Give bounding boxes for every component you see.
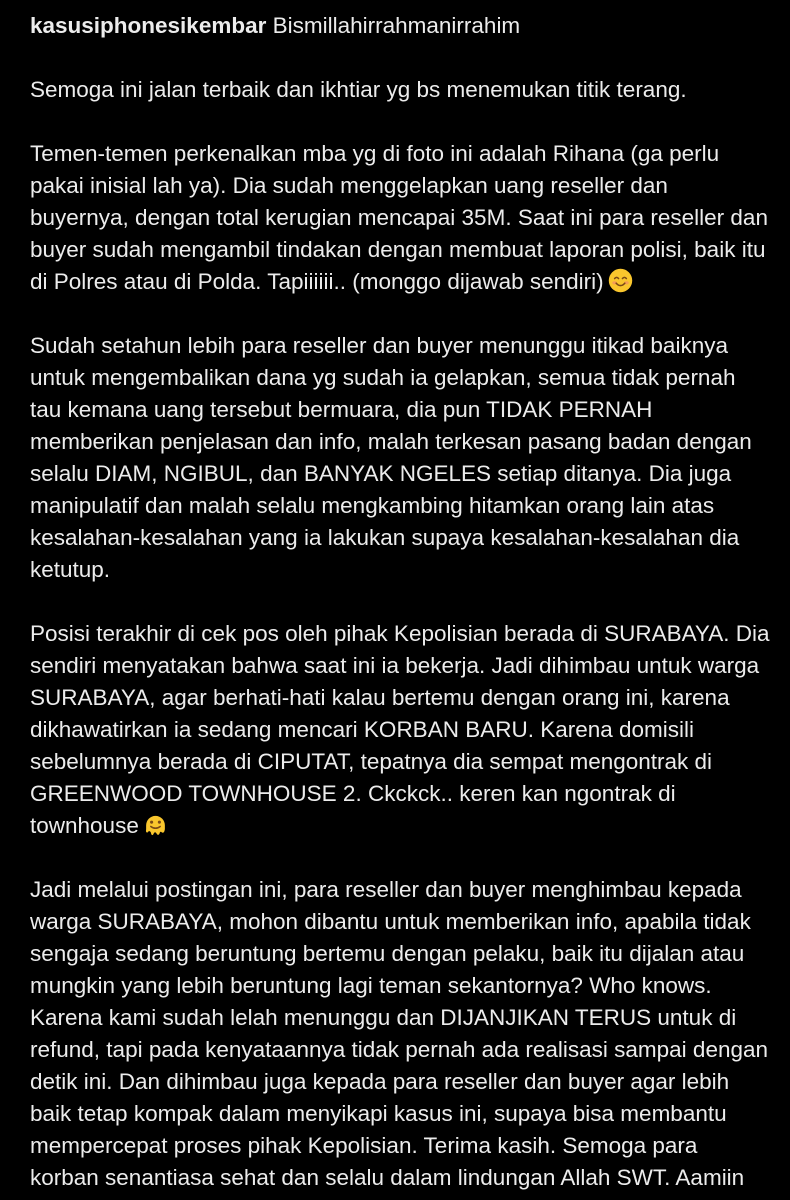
caption-paragraph-5: Jadi melalui postingan ini, para reseller dan buyer menghimbau kepada warga SURABAYA, mohon dibantu untuk memberikan info, apabila tidak sengaja sedang beruntung bertemu dengan pelaku, baik itu dijalan atau mungkin yang lebih beruntung lagi teman sekantornya? Who knows. Karena kami sudah lelah menunggu dan DIJANJIKAN TERUS untuk di refund, tapi pada kenyataannya tidak pernah ada realisasi sampai dengan detik ini. Dan dihimbau juga kepada para reseller dan buyer agar lebih baik tetap kompak dalam menyikapi kasus ini, supaya bisa membantu mempercepat proses pihak Kepolisian. Terima kasih. Semoga para korban senantiasa sehat dan selalu dalam lindungan Allah SWT. Aamiin — [30, 877, 769, 1190]
melting-face-emoji-icon — [143, 812, 168, 837]
username-link[interactable]: kasusiphonesikembar — [30, 13, 267, 38]
caption-paragraph-3: Sudah setahun lebih para reseller dan buyer menunggu itikad baiknya untuk mengembalikan dana yg sudah ia gelapkan, semua tidak pernah tau kemana uang tersebut bermuara, dia pun TIDAK PERNAH memberikan penjelasan dan info, malah terkesan pasang badan dengan selalu DIAM, NGIBUL, dan BANYAK NGELES setiap ditanya. Dia juga manipulatif dan malah selalu mengkambing hitamkan orang lain atas kesalahan-kesalahan yang ia lakukan supaya kesalahan-kesalahan dia ketutup. — [30, 333, 752, 582]
caption-paragraph-2-text: Temen-temen perkenalkan mba yg di foto ini adalah Rihana (ga perlu pakai inisial lah ya). Dia sudah menggelapkan uang reseller dan buyernya, dengan total kerugian mencapai 35M. Saat ini para reseller dan buyer sudah mengambil tindakan dengan membuat laporan polisi, baik itu di Polres atau di Polda. Tapiiiiii.. (monggo dijawab sendiri) — [30, 141, 768, 294]
caption-paragraph-2 — [30, 138, 770, 298]
opening-text: Bismillahirrahmanirrahim — [272, 13, 521, 38]
smiling-face-emoji-icon — [608, 268, 633, 293]
caption-paragraph-4-text: Posisi terakhir di cek pos oleh pihak Kepolisian berada di SURABAYA. Dia sendiri menyatakan bahwa saat ini ia bekerja. Jadi dihimbau untuk warga SURABAYA, agar berhati-hati kalau bertemu dengan orang ini, karena dikhawatirkan ia sedang mencari KORBAN BARU. Karena domisili sebelumnya berada di CIPUTAT, tepatnya dia sempat mengontrak di GREENWOOD TOWNHOUSE 2. Ckckck.. keren kan ngontrak di townhouse — [30, 621, 770, 838]
caption-paragraph-4 — [30, 618, 770, 842]
caption-header — [30, 10, 770, 42]
caption-paragraph-1: Semoga ini jalan terbaik dan ikhtiar yg bs menemukan titik terang. — [30, 77, 687, 102]
